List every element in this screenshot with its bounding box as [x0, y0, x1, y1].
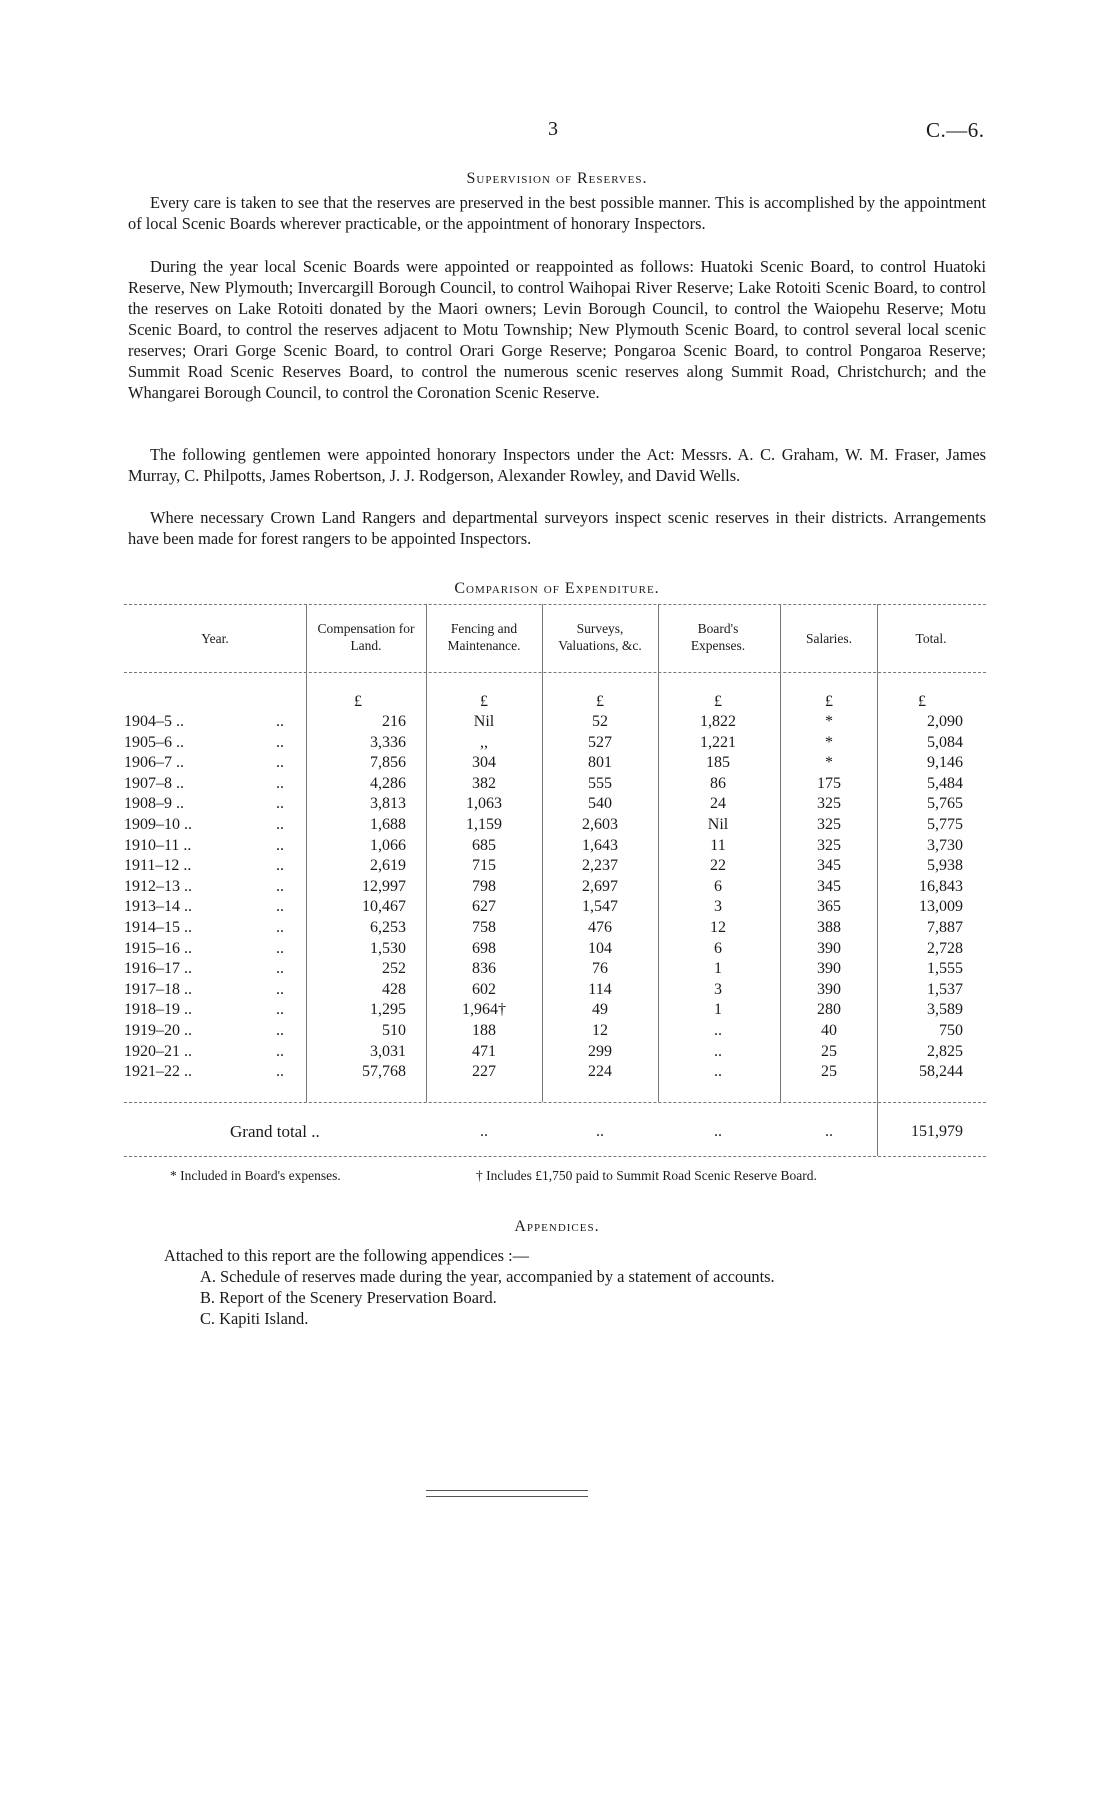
col-divider: [780, 604, 781, 1102]
row-total-value: 3,730: [927, 837, 963, 854]
row-total-value: 5,765: [927, 795, 963, 812]
row-leader-dots: ..: [276, 981, 284, 998]
row-surv-value: 49: [592, 1001, 608, 1018]
appendices-heading: Appendices.: [514, 1218, 600, 1235]
row-comp-value: 4,286: [370, 775, 406, 792]
row-comp-value: 1,688: [370, 816, 406, 833]
row-leader-dots: ..: [276, 898, 284, 915]
row-year: 1910–11 ..: [124, 837, 192, 854]
closing-rule: [426, 1490, 588, 1497]
page-number: 3: [548, 118, 558, 140]
row-sal-value: 390: [817, 960, 841, 977]
row-sal-value: 325: [817, 816, 841, 833]
row-year: 1905–6 ..: [124, 734, 184, 751]
row-year: 1917–18 ..: [124, 981, 192, 998]
row-surv-value: 104: [588, 940, 612, 957]
row-fence-value: 1,159: [466, 816, 502, 833]
row-surv-value: 527: [588, 734, 612, 751]
row-board-value: 6: [714, 878, 722, 895]
row-sal-value: 365: [817, 898, 841, 915]
row-total-value: 750: [939, 1022, 963, 1039]
supervision-paragraph-3: The following gentlemen were appointed honorary Inspectors under the Act: Messrs. A. C. Graham, W. M. Fraser, James Murray, C. Philpotts, James Robertson, J. J. Rodgerson, Alexander Rowley, and David Wells.: [128, 445, 986, 485]
supervision-paragraph-1: Every care is taken to see that the reserves are preserved in the best possible manner. This is accomplished by the appointment of local Scenic Boards wherever practicable, or the appointment of honorary Inspectors.: [128, 193, 986, 233]
col-divider: [658, 604, 659, 1102]
row-comp-value: 3,031: [370, 1043, 406, 1060]
row-comp-value: 6,253: [370, 919, 406, 936]
row-year: 1907–8 ..: [124, 775, 184, 792]
table-body-rule: [124, 1102, 986, 1103]
col-divider: [306, 604, 307, 1102]
header-year: Year.: [201, 631, 229, 646]
grand-total-salaries: ..: [825, 1123, 833, 1140]
row-leader-dots: ..: [276, 878, 284, 895]
row-board-value: 1: [714, 960, 722, 977]
currency-symbol: £: [918, 693, 926, 710]
currency-symbol: £: [714, 693, 722, 710]
row-surv-value: 476: [588, 919, 612, 936]
row-comp-value: 10,467: [362, 898, 406, 915]
row-sal-value: 390: [817, 940, 841, 957]
row-comp-value: 428: [382, 981, 406, 998]
footnote-dagger: † Includes £1,750 paid to Summit Road Scenic Reserve Board.: [476, 1168, 817, 1183]
row-leader-dots: ..: [276, 775, 284, 792]
row-year: 1913–14 ..: [124, 898, 192, 915]
row-board-value: 86: [710, 775, 726, 792]
row-year: 1918–19 ..: [124, 1001, 192, 1018]
row-leader-dots: ..: [276, 857, 284, 874]
row-sal-value: 40: [821, 1022, 837, 1039]
row-board-value: 6: [714, 940, 722, 957]
row-fence-value: 685: [472, 837, 496, 854]
row-comp-value: 216: [382, 713, 406, 730]
row-fence-value: 758: [472, 919, 496, 936]
row-fence-value: 715: [472, 857, 496, 874]
row-total-value: 58,244: [919, 1063, 963, 1080]
row-fence-value: 382: [472, 775, 496, 792]
row-surv-value: 540: [588, 795, 612, 812]
row-total-value: 3,589: [927, 1001, 963, 1018]
col-divider: [426, 604, 427, 1102]
appendix-item-b: B. Report of the Scenery Preservation Board.: [200, 1288, 497, 1307]
row-fence-value: 798: [472, 878, 496, 895]
row-surv-value: 2,237: [582, 857, 618, 874]
row-board-value: ..: [714, 1043, 722, 1060]
row-year: 1921–22 ..: [124, 1063, 192, 1080]
currency-symbol: £: [354, 693, 362, 710]
row-surv-value: 2,697: [582, 878, 618, 895]
row-board-value: 1,221: [700, 734, 736, 751]
row-total-value: 1,537: [927, 981, 963, 998]
supervision-heading: Supervision of Reserves.: [466, 170, 648, 187]
grand-total-boards: ..: [714, 1123, 722, 1140]
row-surv-value: 12: [592, 1022, 608, 1039]
row-comp-value: 1,295: [370, 1001, 406, 1018]
row-leader-dots: ..: [276, 919, 284, 936]
document-reference: C.—6.: [926, 118, 985, 142]
row-surv-value: 114: [588, 981, 612, 998]
row-surv-value: 299: [588, 1043, 612, 1060]
grand-total-value: 151,979: [911, 1123, 963, 1140]
row-comp-value: 1,530: [370, 940, 406, 957]
header-surveys: Surveys, Valuations, &c.: [558, 621, 642, 653]
row-leader-dots: ..: [276, 1063, 284, 1080]
row-total-value: 13,009: [919, 898, 963, 915]
row-comp-value: 3,336: [370, 734, 406, 751]
row-sal-value: 390: [817, 981, 841, 998]
row-total-value: 7,887: [927, 919, 963, 936]
row-leader-dots: ..: [276, 960, 284, 977]
row-fence-value: 227: [472, 1063, 496, 1080]
row-sal-value: 25: [821, 1063, 837, 1080]
appendices-intro: Attached to this report are the following appendices :—: [164, 1246, 530, 1265]
header-compensation: Compensation for Land.: [317, 621, 415, 653]
row-total-value: 5,775: [927, 816, 963, 833]
row-fence-value: Nil: [473, 713, 495, 730]
row-total-value: 2,825: [927, 1043, 963, 1060]
row-comp-value: 1,066: [370, 837, 406, 854]
row-sal-value: 325: [817, 795, 841, 812]
row-comp-value: 252: [382, 960, 406, 977]
header-fencing: Fencing and Maintenance.: [447, 621, 521, 653]
row-year: 1906–7 ..: [124, 754, 184, 771]
row-year: 1919–20 ..: [124, 1022, 192, 1039]
appendix-item-c: C. Kapiti Island.: [200, 1309, 309, 1328]
row-fence-value: ,,: [480, 734, 488, 751]
row-sal-value: *: [825, 754, 833, 771]
col-divider: [542, 604, 543, 1102]
currency-symbol: £: [480, 693, 488, 710]
row-leader-dots: ..: [276, 816, 284, 833]
row-surv-value: 76: [592, 960, 608, 977]
row-leader-dots: ..: [276, 1043, 284, 1060]
row-comp-value: 510: [382, 1022, 406, 1039]
row-sal-value: *: [825, 734, 833, 751]
expenditure-table: [124, 604, 986, 1164]
row-sal-value: *: [825, 713, 833, 730]
header-salaries: Salaries.: [805, 631, 853, 646]
row-total-value: 2,728: [927, 940, 963, 957]
row-fence-value: 836: [472, 960, 496, 977]
supervision-paragraph-4: Where necessary Crown Land Rangers and departmental surveyors inspect scenic reserves in their districts. Arrangements have been made for forest rangers to be appointed Inspectors.: [128, 508, 986, 548]
row-board-value: Nil: [707, 816, 729, 833]
row-sal-value: 345: [817, 857, 841, 874]
row-total-value: 5,484: [927, 775, 963, 792]
row-year: 1912–13 ..: [124, 878, 192, 895]
row-total-value: 5,938: [927, 857, 963, 874]
row-leader-dots: ..: [276, 734, 284, 751]
row-leader-dots: ..: [276, 837, 284, 854]
currency-symbol: £: [825, 693, 833, 710]
row-board-value: 24: [710, 795, 726, 812]
row-total-value: 5,084: [927, 734, 963, 751]
row-sal-value: 175: [817, 775, 841, 792]
row-board-value: 1,822: [700, 713, 736, 730]
row-comp-value: 7,856: [370, 754, 406, 771]
grand-total-fencing: ..: [480, 1123, 488, 1140]
row-board-value: ..: [714, 1022, 722, 1039]
row-comp-value: 57,768: [362, 1063, 406, 1080]
row-board-value: 3: [714, 898, 722, 915]
row-fence-value: 627: [472, 898, 496, 915]
row-sal-value: 280: [817, 1001, 841, 1018]
row-surv-value: 52: [592, 713, 608, 730]
row-leader-dots: ..: [276, 795, 284, 812]
appendix-item-a: A. Schedule of reserves made during the year, accompanied by a statement of accounts.: [200, 1267, 775, 1286]
row-year: 1915–16 ..: [124, 940, 192, 957]
col-divider: [877, 604, 878, 1156]
header-total: Total.: [915, 631, 947, 646]
footnote-asterisk: * Included in Board's expenses.: [170, 1168, 341, 1183]
row-board-value: 1: [714, 1001, 722, 1018]
row-year: 1914–15 ..: [124, 919, 192, 936]
row-leader-dots: ..: [276, 754, 284, 771]
header-boards-expenses: Board's Expenses.: [690, 621, 746, 653]
expenditure-heading: Comparison of Expenditure.: [454, 580, 660, 597]
table-bottom-rule: [124, 1156, 986, 1157]
row-leader-dots: ..: [276, 1022, 284, 1039]
row-comp-value: 12,997: [362, 878, 406, 895]
row-sal-value: 325: [817, 837, 841, 854]
row-leader-dots: ..: [276, 1001, 284, 1018]
row-board-value: 12: [710, 919, 726, 936]
row-fence-value: 602: [472, 981, 496, 998]
row-total-value: 2,090: [927, 713, 963, 730]
table-header-rule: [124, 672, 986, 673]
row-fence-value: 471: [472, 1043, 496, 1060]
row-surv-value: 1,643: [582, 837, 618, 854]
row-year: 1916–17 ..: [124, 960, 192, 977]
row-total-value: 16,843: [919, 878, 963, 895]
row-surv-value: 2,603: [582, 816, 618, 833]
supervision-paragraph-2: During the year local Scenic Boards were appointed or reappointed as follows: Huatoki Scenic Board, to control Huatoki Reserve, New Plymouth; Invercargill Borough Council, to control Waihopai River Reserve; Lake Rotoiti Scenic Board, to control the reserves on Lake Rotoiti donated by the Maori owners; Levin Borough Council, to control the Waiopehu Reserve; Motu Scenic Board, to control the reserves adjacent to Motu Township; New Plymouth Scenic Board, to control several local scenic reserves; Orari Gorge Scenic Board, to control Orari Gorge Reserve; Pongaroa Scenic Board, to control Pongaroa Reserve; Summit Road Scenic Reserves Board, to control the numerous scenic reserves along Summit Road, Christchurch; and the Whangarei Borough Council, to control the Coronation Scenic Reserve.: [128, 257, 986, 402]
row-leader-dots: ..: [276, 713, 284, 730]
row-sal-value: 345: [817, 878, 841, 895]
row-year: 1911–12 ..: [124, 857, 192, 874]
row-total-value: 1,555: [927, 960, 963, 977]
row-total-value: 9,146: [927, 754, 963, 771]
row-board-value: 22: [710, 857, 726, 874]
row-fence-value: 698: [472, 940, 496, 957]
row-board-value: 11: [710, 837, 726, 854]
row-year: 1920–21 ..: [124, 1043, 192, 1060]
row-board-value: 185: [706, 754, 730, 771]
grand-total-label: Grand total ..: [230, 1122, 320, 1141]
row-fence-value: 1,063: [466, 795, 502, 812]
row-board-value: 3: [714, 981, 722, 998]
row-leader-dots: ..: [276, 940, 284, 957]
row-surv-value: 555: [588, 775, 612, 792]
row-sal-value: 25: [821, 1043, 837, 1060]
row-comp-value: 2,619: [370, 857, 406, 874]
row-surv-value: 801: [588, 754, 612, 771]
row-surv-value: 1,547: [582, 898, 618, 915]
table-top-rule: [124, 604, 986, 605]
row-year: 1908–9 ..: [124, 795, 184, 812]
row-year: 1904–5 ..: [124, 713, 184, 730]
grand-total-surveys: ..: [596, 1123, 604, 1140]
row-board-value: ..: [714, 1063, 722, 1080]
row-fence-value: 304: [472, 754, 496, 771]
row-sal-value: 388: [817, 919, 841, 936]
row-fence-value: 1,964†: [462, 1001, 506, 1018]
row-fence-value: 188: [472, 1022, 496, 1039]
currency-symbol: £: [596, 693, 604, 710]
row-surv-value: 224: [588, 1063, 612, 1080]
row-year: 1909–10 ..: [124, 816, 192, 833]
row-comp-value: 3,813: [370, 795, 406, 812]
